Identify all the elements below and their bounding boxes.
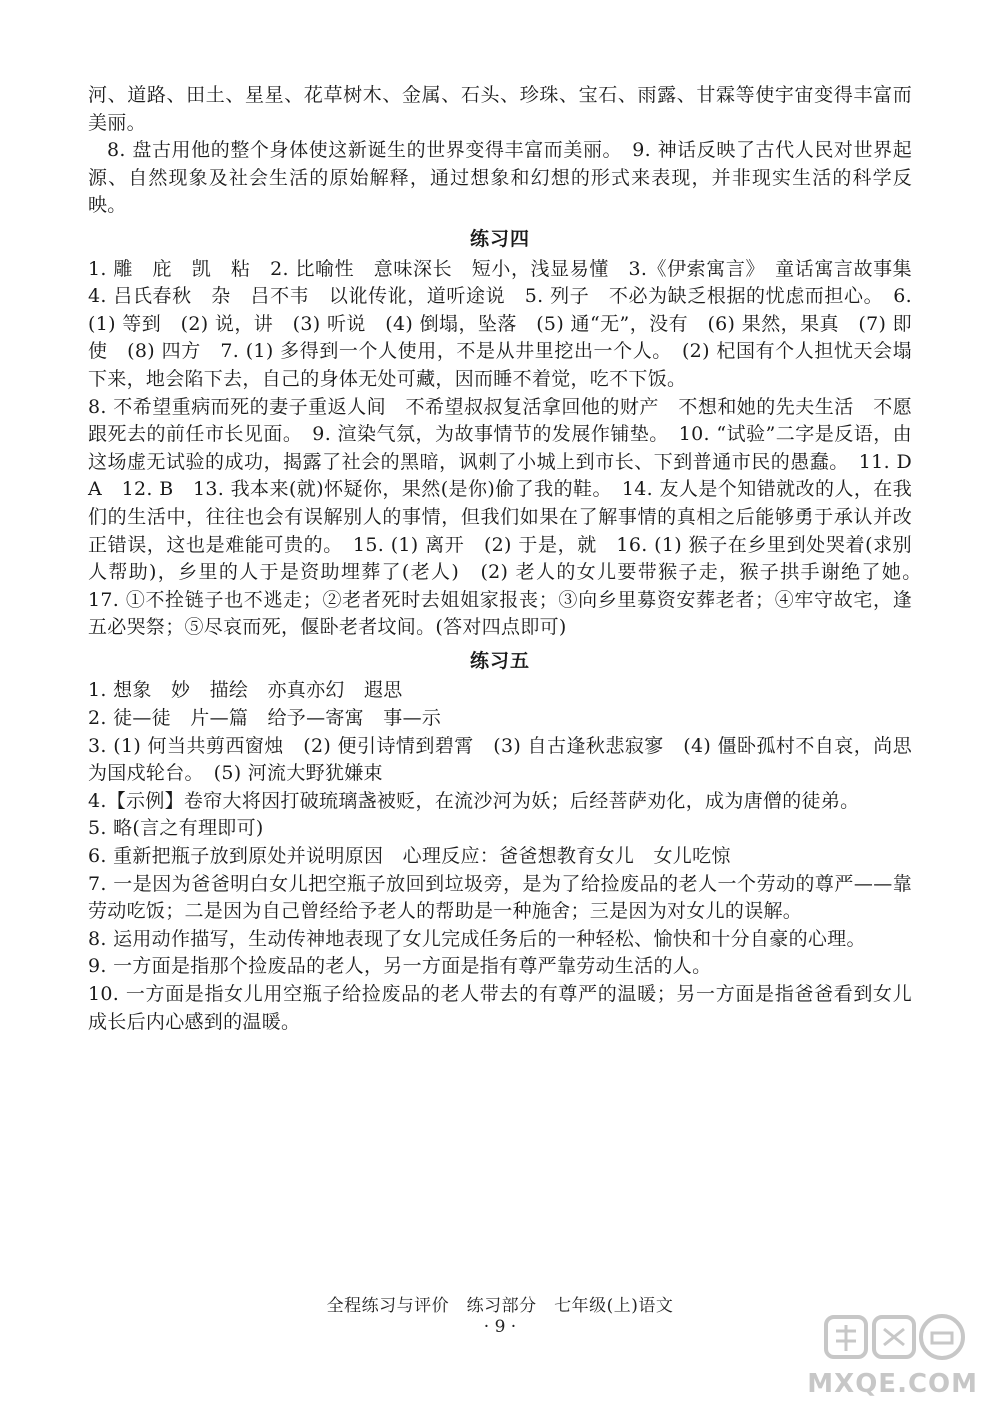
page-number: · 9 · — [483, 1317, 517, 1337]
section5-item: 10. 一方面是指女儿用空瓶子给捡废品的老人带去的有尊严的温暖；另一方面是指爸爸看到女儿成长后内心感到的温暖。 — [88, 983, 912, 1033]
answer-content — [88, 82, 932, 1036]
section-heading-4: 练习四 — [469, 227, 530, 250]
section4-paragraph: 8. 不希望重病而死的妻子重返人间 不希望叔叔复活拿回他的财产 不想和她的先夫生活 不愿跟死去的前任市长见面。 9. 渲染气氛，为故事情节的发展作铺垫。 10. “试验”二字是反语，由这场虚无试验的成功，揭露了社会的黑暗，讽刺了小城上到市长、下到普通市民的愚蠢。 11. D A 12. B 13. 我本来(就)怀疑你，果然(是你)偷了我的鞋。 14. 友人是个知错就改的人，在我们的生活中，往往也会有误解别人的事情，但我们如果在了解事情的真相之后能够勇于承认并改正错误，这也是难能可贵的。 15. (1) 离开 (2) 于是，就 16. (1) 猴子在乡里到处哭着(求别人帮助)，乡里的人于是资助埋葬了(老人) (2) 老人的女儿要带猴子走，猴子拱手谢绝了她。 17. ①不拴链子也不逃走；②老者死时去姐姐家报丧；③向乡里募资安葬老者；④牢守故宅，逢五必哭祭；⑤尽哀而死，偃卧老者坟间。(答对四点即可) — [88, 395, 932, 639]
footer-book-title: 全程练习与评价 练习部分 七年级(上)语文 — [326, 1296, 674, 1316]
watermark-logo — [807, 1311, 982, 1401]
section4-paragraph: 1. 雕 庇 凯 粘 2. 比喻性 意味深长 短小，浅显易懂 3.《伊索寓言》 童话寓言故事集 4. 吕氏春秋 杂 吕不韦 以讹传讹，道听途说 5. 列子 不必为缺乏根据的忧虑而担心。 6. (1) 等到 (2) 说，讲 (3) 听说 (4) 倒塌，坠落 (5) 通“无”，没有 (6) 果然，果真 (7) 即使 (8) 四方 7. (1) 多得到一个人使用，不是从井里挖出一个人。 (2) 杞国有个人担忧天会塌下来，地会陷下去，自己的身体无处可藏，因而睡不着觉，吃不下饭。 — [88, 257, 932, 390]
section5-item: 1. 想象 妙 描绘 亦真亦幻 遐思 — [88, 679, 403, 702]
intro-line-2: 8. 盘古用他的整个身体使这新诞生的世界变得丰富而美丽。 9. 神话反映了古代人民对世界起源、自然现象及社会生活的原始解释，通过想象和幻想的形式来表现，并非现实生活的科学反映。 — [88, 139, 912, 217]
intro-line-1: 河、道路、田土、星星、花草树木、金属、石头、珍珠、宝石、雨露、甘霖等使宇宙变得丰富而美丽。 — [88, 84, 912, 134]
section5-item: 8. 运用动作描写，生动传神地表现了女儿完成任务后的一种轻松、愉快和十分自豪的心理。 — [88, 927, 866, 950]
section5-item: 5. 略(言之有理即可) — [88, 817, 264, 840]
section5-item: 3. (1) 何当共剪西窗烛 (2) 便引诗情到碧霄 (3) 自古逢秋悲寂寥 (4) 僵卧孤村不自哀，尚思为国戍轮台。 (5) 河流大野犹嫌束 — [88, 734, 912, 785]
section5-item: 9. 一方面是指那个捡废品的老人，另一方面是指有尊严靠劳动生活的人。 — [88, 955, 712, 978]
section5-item: 6. 重新把瓶子放到原处并说明原因 心理反应：爸爸想教育女儿 女儿吃惊 — [88, 845, 731, 868]
section5-item: 4.【示例】卷帘大将因打破琉璃盏被贬，在流沙河为妖；后经菩萨劝化，成为唐僧的徒弟。 — [88, 789, 860, 812]
section5-item: 7. 一是因为爸爸明白女儿把空瓶子放回到垃圾旁，是为了给捡废品的老人一个劳动的尊严——靠劳动吃饭；二是因为自己曾经给予老人的帮助是一种施舍；三是因为对女儿的误解。 — [88, 872, 912, 923]
section-heading-5: 练习五 — [469, 649, 530, 672]
watermark-text: MXQE.COM — [807, 1369, 978, 1399]
watermark-logo-icon — [822, 1311, 972, 1367]
section5-item: 2. 徒—徒 片—篇 给予—寄寓 事—示 — [88, 707, 442, 730]
